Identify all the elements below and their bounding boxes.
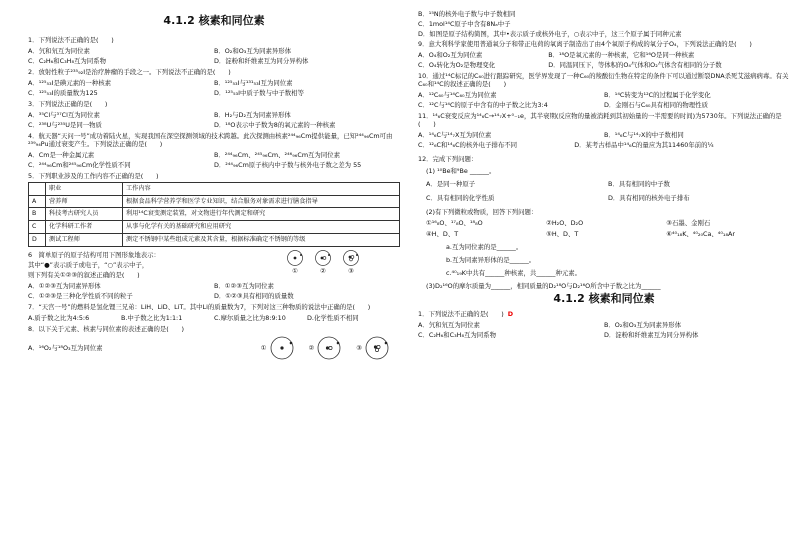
- option: C．¹²₆C和¹⁴₆C的核外电子排布不同: [418, 141, 518, 149]
- question-10: 10．通过¹⁴C标记的C₆₀进行跟踪研究，医学界发现了一种C₆₀的羧酸衍生物在特定的条件下可以通过断裂DNA杀死艾滋病病毒。有关C₆₀和¹⁴C的叙述正确的是( ): [418, 72, 789, 88]
- option: D．¹⁸O表示中子数为8的氧元素的一种核素: [214, 120, 336, 129]
- option: C．①②③是三种化学性质不同的粒子: [28, 291, 133, 300]
- option: A．氕和氘互为同位素: [418, 320, 480, 329]
- option: D.化学性质不相同: [307, 313, 359, 322]
- option: D．¹²⁵₅₃I中质子数与中子数相等: [214, 88, 304, 97]
- option: B．O₂和O₃互为同素异形体: [604, 320, 682, 329]
- table-cell: 利用¹⁴C衰变测定装置，对文物进行年代测定和研究: [123, 208, 400, 221]
- option: D．金刚石与C₆₀具有相同的物理性质: [604, 101, 708, 109]
- atom-diagrams: [286, 249, 360, 275]
- option: A．Cm是一种金属元素: [28, 150, 95, 159]
- question-12-a: a.互为同位素的是______。: [446, 243, 523, 251]
- option: C．C₂H₆和C₃H₈互为同系物: [418, 330, 496, 339]
- question-8-block: [28, 335, 400, 361]
- list-item: ⑤H、D、T: [546, 230, 579, 238]
- q8-option-b: B．¹⁵N的核外电子数与中子数相同: [418, 10, 516, 18]
- answer-question-1: [418, 310, 790, 318]
- option: D．同温同压下，等体积的O₄气体和O₂气体含有相同的分子数: [548, 61, 722, 69]
- option: B．O₂和O₃互为同素异形体: [214, 46, 292, 55]
- table-cell: 从事与化学有关的基础研究和应用研究: [123, 221, 400, 234]
- table-cell: 营养师: [46, 195, 123, 208]
- right-column: [418, 8, 790, 340]
- option: D．淀粉和纤维素互为同分异构体: [214, 56, 309, 65]
- question-6-block: [28, 249, 400, 281]
- list-item: ③石墨、金刚石: [666, 219, 711, 227]
- option: D．①②③具有相同的质量数: [214, 291, 294, 300]
- q8-atom-diagrams: [261, 335, 390, 361]
- question-12-part-2: (2)有下列微粒或物质，回答下列问题：: [426, 208, 538, 216]
- table-cell: 工作内容: [123, 182, 400, 195]
- option: B．²⁴⁴₉₆Cm、²⁴⁵₉₆Cm、²⁴⁶₉₆Cm互为同位素: [214, 150, 340, 159]
- option: D．具有相同的核外电子排布: [608, 194, 690, 202]
- question-9-options: [418, 50, 790, 70]
- option: C．²³⁸U与²³⁵U是同一物质: [28, 120, 102, 129]
- question-11-options: [418, 130, 790, 150]
- question-3-options: [28, 110, 400, 130]
- atom-label: ③: [356, 343, 362, 352]
- question-6-line-1: 6 简单原子的原子结构可用下图形象地表示：: [28, 250, 160, 259]
- option: A．¹²C₆₀与¹⁴C₆₀互为同位素: [418, 91, 497, 99]
- option: A.质子数之比为4:5:6: [28, 313, 90, 322]
- option: B.中子数之比为1:1:1: [121, 313, 183, 322]
- option: D．淀粉和纤维素互为同分异构体: [604, 330, 699, 339]
- question-6-line-3: 则下列有关①②③的叙述正确的是( ): [28, 270, 140, 279]
- question-7: 7．“天宫一号”的燃料是氢化锂三兄弟：LiH、LiD、LiT。其中Li的质量数为7，下列对这三种物质的说法中正确的是( ): [28, 302, 371, 311]
- answer-mark: D: [507, 309, 514, 318]
- answer-question-1-options: [418, 320, 790, 340]
- question-2: 2．放射性粒子²³⁵₉₂I是治疗肿瘤的手段之一。下列说法不正确的是( ): [28, 67, 231, 76]
- table-cell: 职业: [46, 182, 123, 195]
- atom-diagram-3: [342, 249, 360, 275]
- q8-atom-1: [261, 335, 295, 361]
- q8-option-c: C．1mol¹⁴C原子中含有8Nₐ中子: [418, 20, 511, 28]
- question-5: 5．下列职业涉及的工作内容不正确的是( ): [28, 171, 159, 180]
- table-cell: B: [29, 208, 46, 221]
- atom-3-icon: [364, 335, 390, 361]
- table-cell: 根据食品科学营养学和医学专业知识，结合服务对象需求进行膳食指导: [123, 195, 400, 208]
- atom-label: ①: [292, 266, 298, 275]
- atom-1-icon: [269, 335, 295, 361]
- option: B．¹²⁵₅₃I与¹³¹₅₃I互为同位素: [214, 78, 293, 87]
- question-6-options: [28, 281, 400, 301]
- option: C.摩尔质量之比为8:9:10: [214, 313, 286, 322]
- option: A．¹⁴₆C与¹⁴₇X互为同位素: [418, 131, 492, 139]
- question-11: 11．¹⁴₆C衰变反应为¹⁴₆C→¹⁴₇X+⁰₋₁e，其半衰期(反应物的量被消耗到其初始量的一半需要的时间)为5730年。下列说法正确的是( ): [418, 112, 782, 128]
- question-12-b: b.互为同素异形体的是______。: [446, 256, 536, 264]
- option: C．¹²⁵₅₃I的质量数为125: [28, 88, 98, 97]
- question-4-options: [28, 150, 400, 170]
- option: A．氕和氘互为同位素: [28, 46, 90, 55]
- atom-2-icon: [316, 335, 342, 361]
- question-8: 8．以下关于元素、核素与同位素的表述正确的是( ): [28, 324, 185, 333]
- table-row: [29, 233, 400, 246]
- atom-label: ②: [308, 343, 315, 352]
- atom-2-icon: [314, 249, 332, 267]
- table-row: [29, 195, 400, 208]
- option: C．¹²C与¹⁴C的原子中含有的中子数之比为3:4: [418, 101, 548, 109]
- option: A．¹²⁵₅₃I是碘元素的一种核素: [28, 78, 111, 87]
- option: B．H₂与D₂互为同素异形体: [214, 110, 291, 119]
- answer-question-1-text: 1．下列说法不正确的是( ): [418, 309, 504, 318]
- option: B．¹⁴₆C与¹⁴₇X的中子数相同: [604, 131, 684, 139]
- table-row: [29, 221, 400, 234]
- page-title: 4.1.2 核素和同位素: [163, 14, 265, 27]
- question-7-options: [28, 313, 400, 323]
- table-cell: D: [29, 233, 46, 246]
- option: C．²⁴⁴₉₆Cm和²⁴⁵₉₆Cm化学性质不同: [28, 160, 131, 169]
- question-12-c: c.⁴⁰₁₉K中共有______种核素，共______种元素。: [446, 269, 582, 277]
- atom-diagram-1: [286, 249, 304, 275]
- option: D．²⁴⁴₉₆Cm原子核内中子数与核外电子数之差为 55: [214, 160, 362, 169]
- question-2-options: [28, 78, 400, 98]
- list-item: ⑥⁴⁰₁₈K、⁴⁰₂₀Ca、⁴⁰₁₈Ar: [666, 230, 736, 238]
- question-9: 9．意大利科学家使用普通氧分子和带正电荷的氧离子制造出了由4个氧原子构成的氧分子O₄，下列说法正确的是( ): [418, 40, 752, 48]
- q8-atom-3: [356, 335, 390, 361]
- question-12: 12．完成下列问题：: [418, 155, 478, 163]
- left-column: [28, 8, 400, 361]
- list-item: ④H、D、T: [426, 230, 459, 238]
- table-cell: A: [29, 195, 46, 208]
- answer-section-title: 4.1.2 核素和同位素: [553, 292, 655, 305]
- table-cell: C: [29, 221, 46, 234]
- list-item: ②H₂O、D₂O: [546, 219, 584, 227]
- atom-1-icon: [286, 249, 304, 267]
- table-cell: [29, 182, 46, 195]
- question-1-options: [28, 46, 400, 66]
- jobs-table: [28, 182, 400, 247]
- atom-diagram-2: [314, 249, 332, 275]
- atom-label: ③: [348, 266, 354, 275]
- list-item: ①¹⁶₈O、¹⁷₈O、¹⁸₈O: [426, 219, 483, 227]
- table-cell: 化学科研工作者: [46, 221, 123, 234]
- option: A．³⁵Cl与³⁷Cl互为同位素: [28, 110, 100, 119]
- option: B．¹⁸O是氧元素的一种核素，它和¹⁶O是同一种核素: [548, 51, 695, 59]
- option: C．O₄转化为O₂是物理变化: [418, 61, 496, 69]
- table-cell: 测试工程师: [46, 233, 123, 246]
- table-cell: 测定不锈钢中某些组成元素及其含量，根据标准确定不锈钢的等级: [123, 233, 400, 246]
- question-10-options: [418, 90, 790, 110]
- option: A．①②③互为同素异形体: [28, 281, 101, 290]
- question-12-part-2-items-2: [426, 230, 790, 238]
- atom-label: ②: [320, 266, 326, 275]
- question-12-part-1: (1) ¹⁰Be和⁹Be ______。: [426, 167, 496, 175]
- table-row: [29, 208, 400, 221]
- q8-atom-2: [309, 335, 343, 361]
- q8-option-d: D．如图是原子结构简图，其中•表示质子或核外电子，○表示中子，这三个原子属于同种元素: [418, 30, 682, 38]
- option: A．是同一种原子: [426, 180, 476, 188]
- option: B．¹⁴C转变为¹²C的过程属于化学变化: [604, 91, 711, 99]
- table-header-row: [29, 182, 400, 195]
- option: C．C₂H₆和C₃H₈互为同系物: [28, 56, 106, 65]
- option: B．①②③互为同位素: [214, 281, 274, 290]
- atom-3-icon: [342, 249, 360, 267]
- question-12-part-1-options: [426, 179, 790, 203]
- question-4: 4．航天器“天问一号”成功着陆火星，实现我国在深空探测领域的技术跨越。此次探测由核素²⁴⁴₉₆Cm提供能量，已知²⁴⁴₉₆Cm可由²³⁹₉₄Pu通过衰变产生。下列说法正确的是( ): [28, 131, 393, 148]
- question-12-part-2-items: [426, 219, 790, 227]
- option: A．¹⁶O₂与¹⁸O₃互为同位素: [28, 343, 103, 352]
- question-1: 1．下列说法不正确的是( ): [28, 35, 114, 44]
- question-6-line-2: 其中“●”表示质子或电子，“○”表示中子，: [28, 260, 149, 269]
- option: D．某考古样品中¹⁴₆C的量应为其11460年前的¼: [574, 141, 714, 149]
- question-12-part-3: (3)D₂¹⁶O的摩尔质量为______，相同质量的D₂¹⁸O与D₂¹⁶O所含中子数之比为______: [426, 282, 661, 290]
- option: C．具有相同的化学性质: [426, 194, 495, 202]
- table-cell: 科技考古研究人员: [46, 208, 123, 221]
- question-3: 3．下列说法正确的是( ): [28, 99, 108, 108]
- option: A．O₄和O₂互为同位素: [418, 51, 483, 59]
- option: B．具有相同的中子数: [608, 180, 670, 188]
- atom-label: ①: [260, 343, 267, 352]
